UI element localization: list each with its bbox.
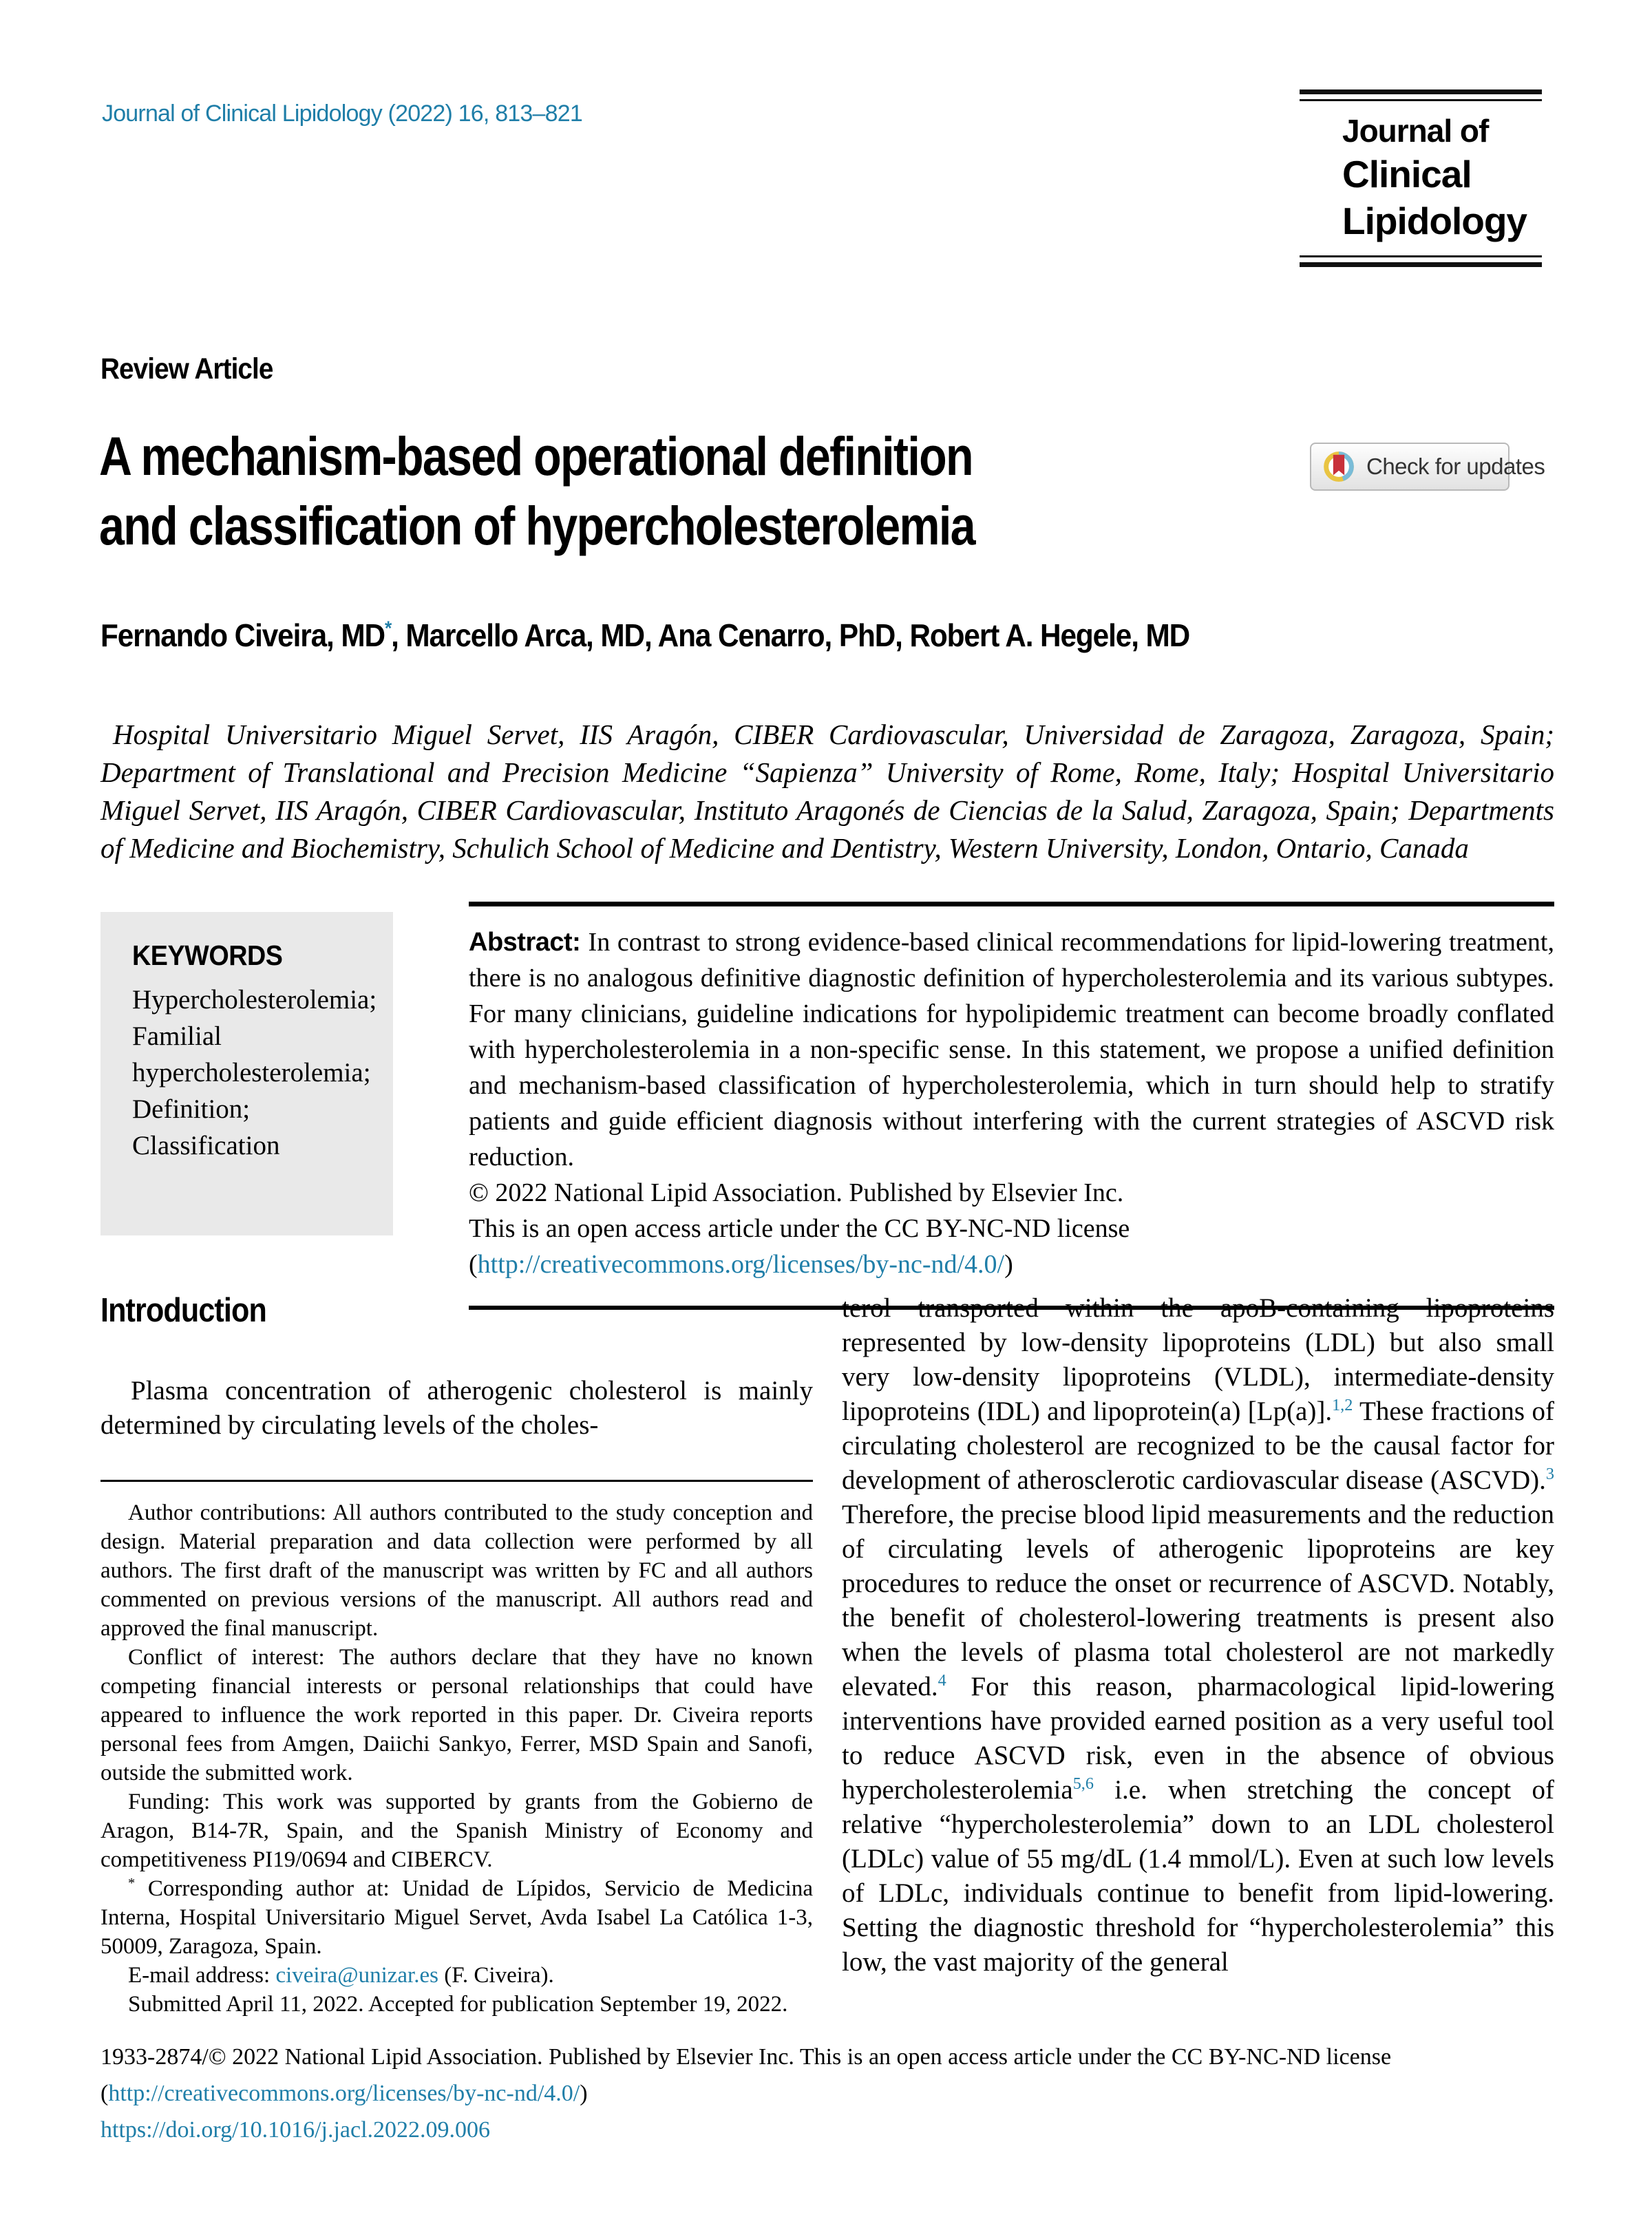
keyword-item: Familial hypercholesterolemia; bbox=[132, 1021, 371, 1087]
text-segment: Funding: This work was supported by grants from the Gobierno de Aragon, B14-7R, Spain, and the Spanish Ministry of Economy and competitiveness PI19/0694 and CIBERCV. bbox=[100, 1790, 813, 1872]
article-type-label: Review Article bbox=[100, 352, 273, 385]
logo-rule-top-thick bbox=[1300, 89, 1542, 94]
introduction-heading: Introduction bbox=[100, 1292, 266, 1329]
abstract-license-link-line bbox=[469, 1246, 1554, 1282]
check-for-updates-label: Check for updates bbox=[1366, 454, 1545, 479]
footnotes-block bbox=[100, 1498, 813, 2019]
logo-line-journal-of: Journal of bbox=[1342, 113, 1489, 149]
crossmark-icon bbox=[1322, 450, 1355, 483]
text-segment: ( bbox=[100, 2081, 109, 2106]
logo-rule-bottom-thick bbox=[1300, 262, 1542, 267]
article-title-line-2: and classification of hypercholesterolemia bbox=[99, 495, 975, 556]
footer-doi-line bbox=[100, 2112, 1554, 2148]
text-segment: terol transported within the apoB-containing lipoproteins represented by low-density lipoproteins (LDL) but also small very low-density lipoproteins (VLDL), intermediate-density lipoproteins (IDL) and lipoprotein(a) [Lp(a)]. bbox=[842, 1293, 1554, 1426]
text-segment: , Marcello Arca, MD, Ana Cenarro, PhD, Robert A. Hegele, MD bbox=[391, 617, 1190, 653]
cc-license-link[interactable]: http://creativecommons.org/licenses/by-nc-nd/4.0/ bbox=[477, 1250, 1005, 1279]
logo-line-lipidology: Lipidology bbox=[1342, 200, 1527, 242]
text-segment: i.e. when stretching the concept of relative “hypercholesterolemia” down to an LDL cholesterol (LDLc) value of 55 mg/dL (1.4 mmol/L). Even at such low levels of LDLc, individuals continue to benefit from lipid-lowering. Setting the diagnostic threshold for “hypercholesterolemia” this low, the vast majority of the general bbox=[842, 1775, 1554, 1977]
keyword-item: Hypercholesterolemia; bbox=[132, 985, 377, 1015]
author-list bbox=[100, 617, 1557, 654]
journal-logo-text bbox=[1300, 101, 1542, 255]
ref-3[interactable]: 3 bbox=[1545, 1465, 1554, 1483]
text-segment: (F. Civeira). bbox=[438, 1963, 554, 1988]
footnote-paragraph bbox=[100, 1990, 813, 2019]
email-link[interactable]: civeira@unizar.es bbox=[275, 1963, 438, 1988]
keyword-item: Classification bbox=[132, 1131, 280, 1160]
body-columns bbox=[100, 1291, 1554, 2019]
text-segment: ( bbox=[469, 1250, 478, 1279]
page-footer bbox=[100, 2039, 1554, 2148]
abstract-column bbox=[469, 902, 1554, 1310]
journal-logo bbox=[1300, 89, 1542, 267]
abstract-paragraph bbox=[469, 924, 1554, 1175]
text-segment: Abstract: bbox=[469, 928, 589, 957]
text-segment: * bbox=[128, 1876, 136, 1891]
keywords-box bbox=[100, 912, 393, 1235]
footnote-paragraph bbox=[100, 1498, 813, 1643]
doi-link[interactable]: https://doi.org/10.1016/j.jacl.2022.09.006 bbox=[100, 2117, 491, 2143]
corresponding-author-asterisk[interactable]: * bbox=[384, 617, 392, 640]
footer-cc-license-link[interactable]: http://creativecommons.org/licenses/by-nc-nd/4.0/ bbox=[108, 2081, 580, 2106]
text-segment: For this reason, pharmacological lipid-lowering interventions have provided earned position as a very useful tool to reduce ASCVD risk, even in the absence of obvious hypercholesterolemia bbox=[842, 1672, 1554, 1805]
footnote-paragraph bbox=[100, 1961, 813, 1990]
keywords-heading: KEYWORDS bbox=[132, 939, 283, 971]
text-segment: Fernando Civeira, MD bbox=[100, 617, 385, 653]
left-column bbox=[100, 1291, 813, 2019]
article-title-line-1: A mechanism-based operational definition bbox=[99, 425, 973, 487]
abstract-license-line: This is an open access article under the CC BY-NC-ND license bbox=[469, 1214, 1130, 1243]
footnote-divider bbox=[100, 1480, 813, 1482]
footnote-paragraph bbox=[100, 1874, 813, 1961]
text-segment: Corresponding author at: Unidad de Lípidos, Servicio de Medicina Interna, Hospital Universitario Miguel Servet, Avda Isabel La Católica 1-3, 50009, Zaragoza, Spain. bbox=[100, 1876, 813, 1959]
ref-5-6[interactable]: 5,6 bbox=[1072, 1774, 1094, 1793]
article-title bbox=[99, 421, 1140, 560]
text-segment: E-mail address: bbox=[128, 1963, 276, 1988]
keyword-item: Definition; bbox=[132, 1094, 251, 1124]
text-segment: Submitted April 11, 2022. Accepted for publication September 19, 2022. bbox=[128, 1992, 788, 2017]
text-segment: In contrast to strong evidence-based clinical recommendations for lipid-lowering treatment, there is no analogous definitive diagnostic definition of hypercholesterolemia and its various subtypes. For many clinicians, guideline indications for hypolipidemic treatment can become broadly conflated with hypercholesterolemia in a non-specific sense. In this statement, we propose a unified definition and mechanism-based classification of hypercholesterolemia, which in turn should help to stratify patients and guide efficient diagnosis without interfering with the current strategies of ASCVD risk reduction. bbox=[469, 928, 1554, 1171]
affiliations: Hospital Universitario Miguel Servet, IIS Aragón, CIBER Cardiovascular, Universidad de Zaragoza, Zaragoza, Spain; Department of Translational and Precision Medicine “Sapienza” University of Rome, Rome, Italy; Hospital Universitario Miguel Servet, IIS Aragón, CIBER Cardiovascular, Instituto Aragonés de Ciencias de la Salud, Zaragoza, Spain; Departments of Medicine and Biochemistry, Schulich School of Medicine and Dentistry, Western University, London, Ontario, Canada bbox=[100, 719, 1554, 864]
text-segment: Conflict of interest: The authors declare that they have no known competing financial interests or personal relationships that could have appeared to influence the work reported in this paper. Dr. Civeira reports personal fees from Amgen, Daiichi Sankyo, Ferrer, MSD Spain and Sanofi, outside the submitted work. bbox=[100, 1645, 813, 1785]
keywords-list bbox=[132, 981, 377, 1164]
text-segment: These fractions of circulating cholesterol are recognized to be the causal factor for development of atherosclerotic cardiovascular disease (ASCVD). bbox=[842, 1397, 1554, 1495]
ref-4[interactable]: 4 bbox=[938, 1671, 946, 1690]
abstract-section bbox=[100, 902, 1554, 1310]
text-segment: Therefore, the precise blood lipid measurements and the reduction of circulating levels of atherogenic lipoproteins are key procedures to reduce the onset or recurrence of ASCVD. Notably, the benefit of cholesterol-lowering treatments is present also when the levels of plasma total cholesterol are not markedly elevated. bbox=[842, 1500, 1554, 1701]
footer-copyright-line: 1933-2874/© 2022 National Lipid Association. Published by Elsevier Inc. This is an open access article under the CC BY-NC-ND license bbox=[100, 2044, 1392, 2070]
footnote-paragraph bbox=[100, 1643, 813, 1787]
abstract-copyright: © 2022 National Lipid Association. Published by Elsevier Inc. bbox=[469, 1178, 1124, 1207]
footnote-paragraph bbox=[100, 1787, 813, 1874]
footer-license-link-line bbox=[100, 2075, 1554, 2112]
text-segment: ) bbox=[580, 2081, 588, 2106]
text-segment: Author contributions: All authors contributed to the study conception and design. Material preparation and data collection were performed by all authors. The first draft of the manuscript was written by FC and all authors commented on previous versions of the manuscript. All authors read and approved the final manuscript. bbox=[100, 1500, 813, 1641]
check-for-updates-button[interactable] bbox=[1310, 443, 1545, 491]
logo-line-clinical: Clinical bbox=[1342, 153, 1472, 195]
right-column bbox=[842, 1291, 1554, 2019]
ref-1-2[interactable]: 1,2 bbox=[1332, 1396, 1353, 1414]
text-segment: ) bbox=[1004, 1250, 1013, 1279]
journal-citation: Journal of Clinical Lipidology (2022) 16, 813–821 bbox=[102, 100, 582, 127]
introduction-paragraph: Plasma concentration of atherogenic cholesterol is mainly determined by circulating levels of the choles- bbox=[100, 1376, 813, 1440]
right-column-paragraph bbox=[842, 1291, 1554, 1979]
